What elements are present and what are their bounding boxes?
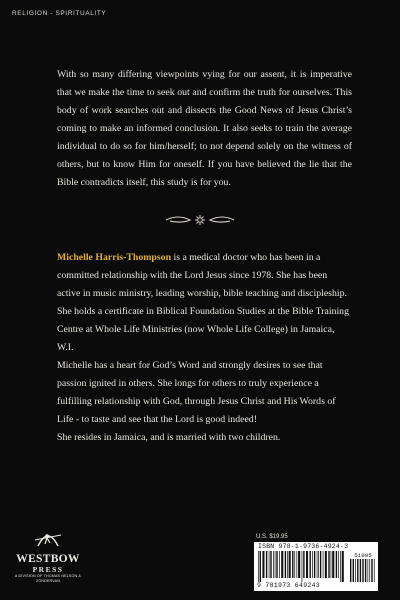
barcode-bar xyxy=(275,551,276,578)
author-name: Michelle Harris-Thompson xyxy=(57,252,172,263)
barcode-addon-bar xyxy=(355,559,356,582)
barcode-bar xyxy=(328,551,329,578)
category-label: RELIGION - SPIRITUALITY xyxy=(12,10,107,17)
author-bio-text: is a medical doctor who has been in a committed relationship with the Lord Jesus since 1978. She has been active in music ministry, leading worship, bible teaching and discipleship. She holds a certificate in Biblical Foundation Studies at the Bible Training Centre at Whole Life Ministries (now Whole Life College) in Jamaica, W.I. xyxy=(57,252,349,353)
barcode-bar xyxy=(331,551,332,578)
barcode-addon-bar xyxy=(350,559,351,582)
barcode-bar xyxy=(318,551,319,578)
barcode-bar xyxy=(297,551,298,578)
barcode-addon-bar xyxy=(353,559,354,582)
barcode-bar xyxy=(323,551,324,578)
barcode-bar xyxy=(276,551,277,578)
barcode-bar xyxy=(310,551,311,578)
barcode-bar xyxy=(269,551,270,578)
barcode-bar xyxy=(312,551,313,578)
barcode-bar xyxy=(260,551,261,582)
barcode-bar xyxy=(320,551,321,578)
barcode-bar xyxy=(258,551,259,582)
publisher-tagline: A DIVISION OF THOMAS NELSON & ZONDERVAN xyxy=(14,574,82,583)
barcode-bar xyxy=(287,551,288,578)
author-passion-paragraph: Michelle has a heart for God’s Word and strongly desires to see that passion ignited in others. She longs for others to truly experience a fulfilling relationship with God, through Jesus Christ and His Words of Life - to taste and see that the Lord is good indeed! xyxy=(57,360,336,425)
barcode-bar xyxy=(294,551,295,578)
barcode-bar xyxy=(281,551,283,578)
publisher-logo xyxy=(14,530,82,583)
barcode-bar xyxy=(342,551,344,582)
barcode-bar xyxy=(338,551,339,578)
barcode-addon-bar xyxy=(374,559,375,582)
barcode-bar xyxy=(270,551,271,578)
author-family-paragraph: She resides in Jamaica, and is married with two children. xyxy=(57,432,281,443)
barcode-bar xyxy=(303,551,304,578)
publisher-press: PRESS xyxy=(32,565,64,574)
barcode-addon-bar xyxy=(368,559,369,582)
barcode-bar xyxy=(292,551,293,578)
ornament-divider xyxy=(0,213,400,231)
blurb-paragraph: With so many differing viewpoints vying for our assent, it is imperative that we make the time to seek out and confirm the truth for ourselves. This body of work searches out and dissects the Good News of Jesus Christ’s coming to make an informed conclusion. It also seeks to train the average individual to do so for him/herself; to not depend solely on the witness of others, but to know Him for oneself. If you have believed the lie that the Bible contradicts itself, this study is for you. xyxy=(57,69,352,188)
barcode-bar xyxy=(336,551,337,578)
barcode-addon-bar xyxy=(357,559,358,582)
barcode-bar xyxy=(285,551,286,578)
publisher-name: WESTBOW xyxy=(16,553,80,565)
barcode-bar xyxy=(314,551,315,578)
barcode-addon-bar xyxy=(362,559,363,582)
barcode-bar xyxy=(332,551,334,578)
barcode-bar xyxy=(266,551,267,578)
barcode-addon-bar xyxy=(371,559,372,582)
barcode-bar xyxy=(262,551,264,578)
barcode-bar xyxy=(279,551,280,578)
barcode-bar xyxy=(302,551,303,582)
barcode-bar xyxy=(317,551,318,578)
barcode-bar xyxy=(298,551,300,578)
addon-digits: 51995 xyxy=(354,552,372,559)
flourish-icon xyxy=(160,214,240,226)
barcode-bar xyxy=(273,551,274,578)
archer-icon xyxy=(33,530,63,548)
barcode-bar xyxy=(325,551,327,578)
barcode-bar xyxy=(306,551,308,578)
barcode-bar xyxy=(340,551,341,582)
price-label: U.S. $19.95 xyxy=(256,534,288,540)
barcode-bar xyxy=(289,551,291,578)
author-bio-paragraph xyxy=(57,249,352,357)
ean-digits: 9 781973 649243 xyxy=(257,582,321,589)
barcode-addon-bar xyxy=(369,559,370,582)
barcode-addon-bar xyxy=(365,559,366,582)
barcode-addon-bar xyxy=(360,559,361,582)
isbn-barcode xyxy=(254,542,378,591)
isbn-label: ISBN 978-1-9736-4924-3 xyxy=(258,543,349,550)
